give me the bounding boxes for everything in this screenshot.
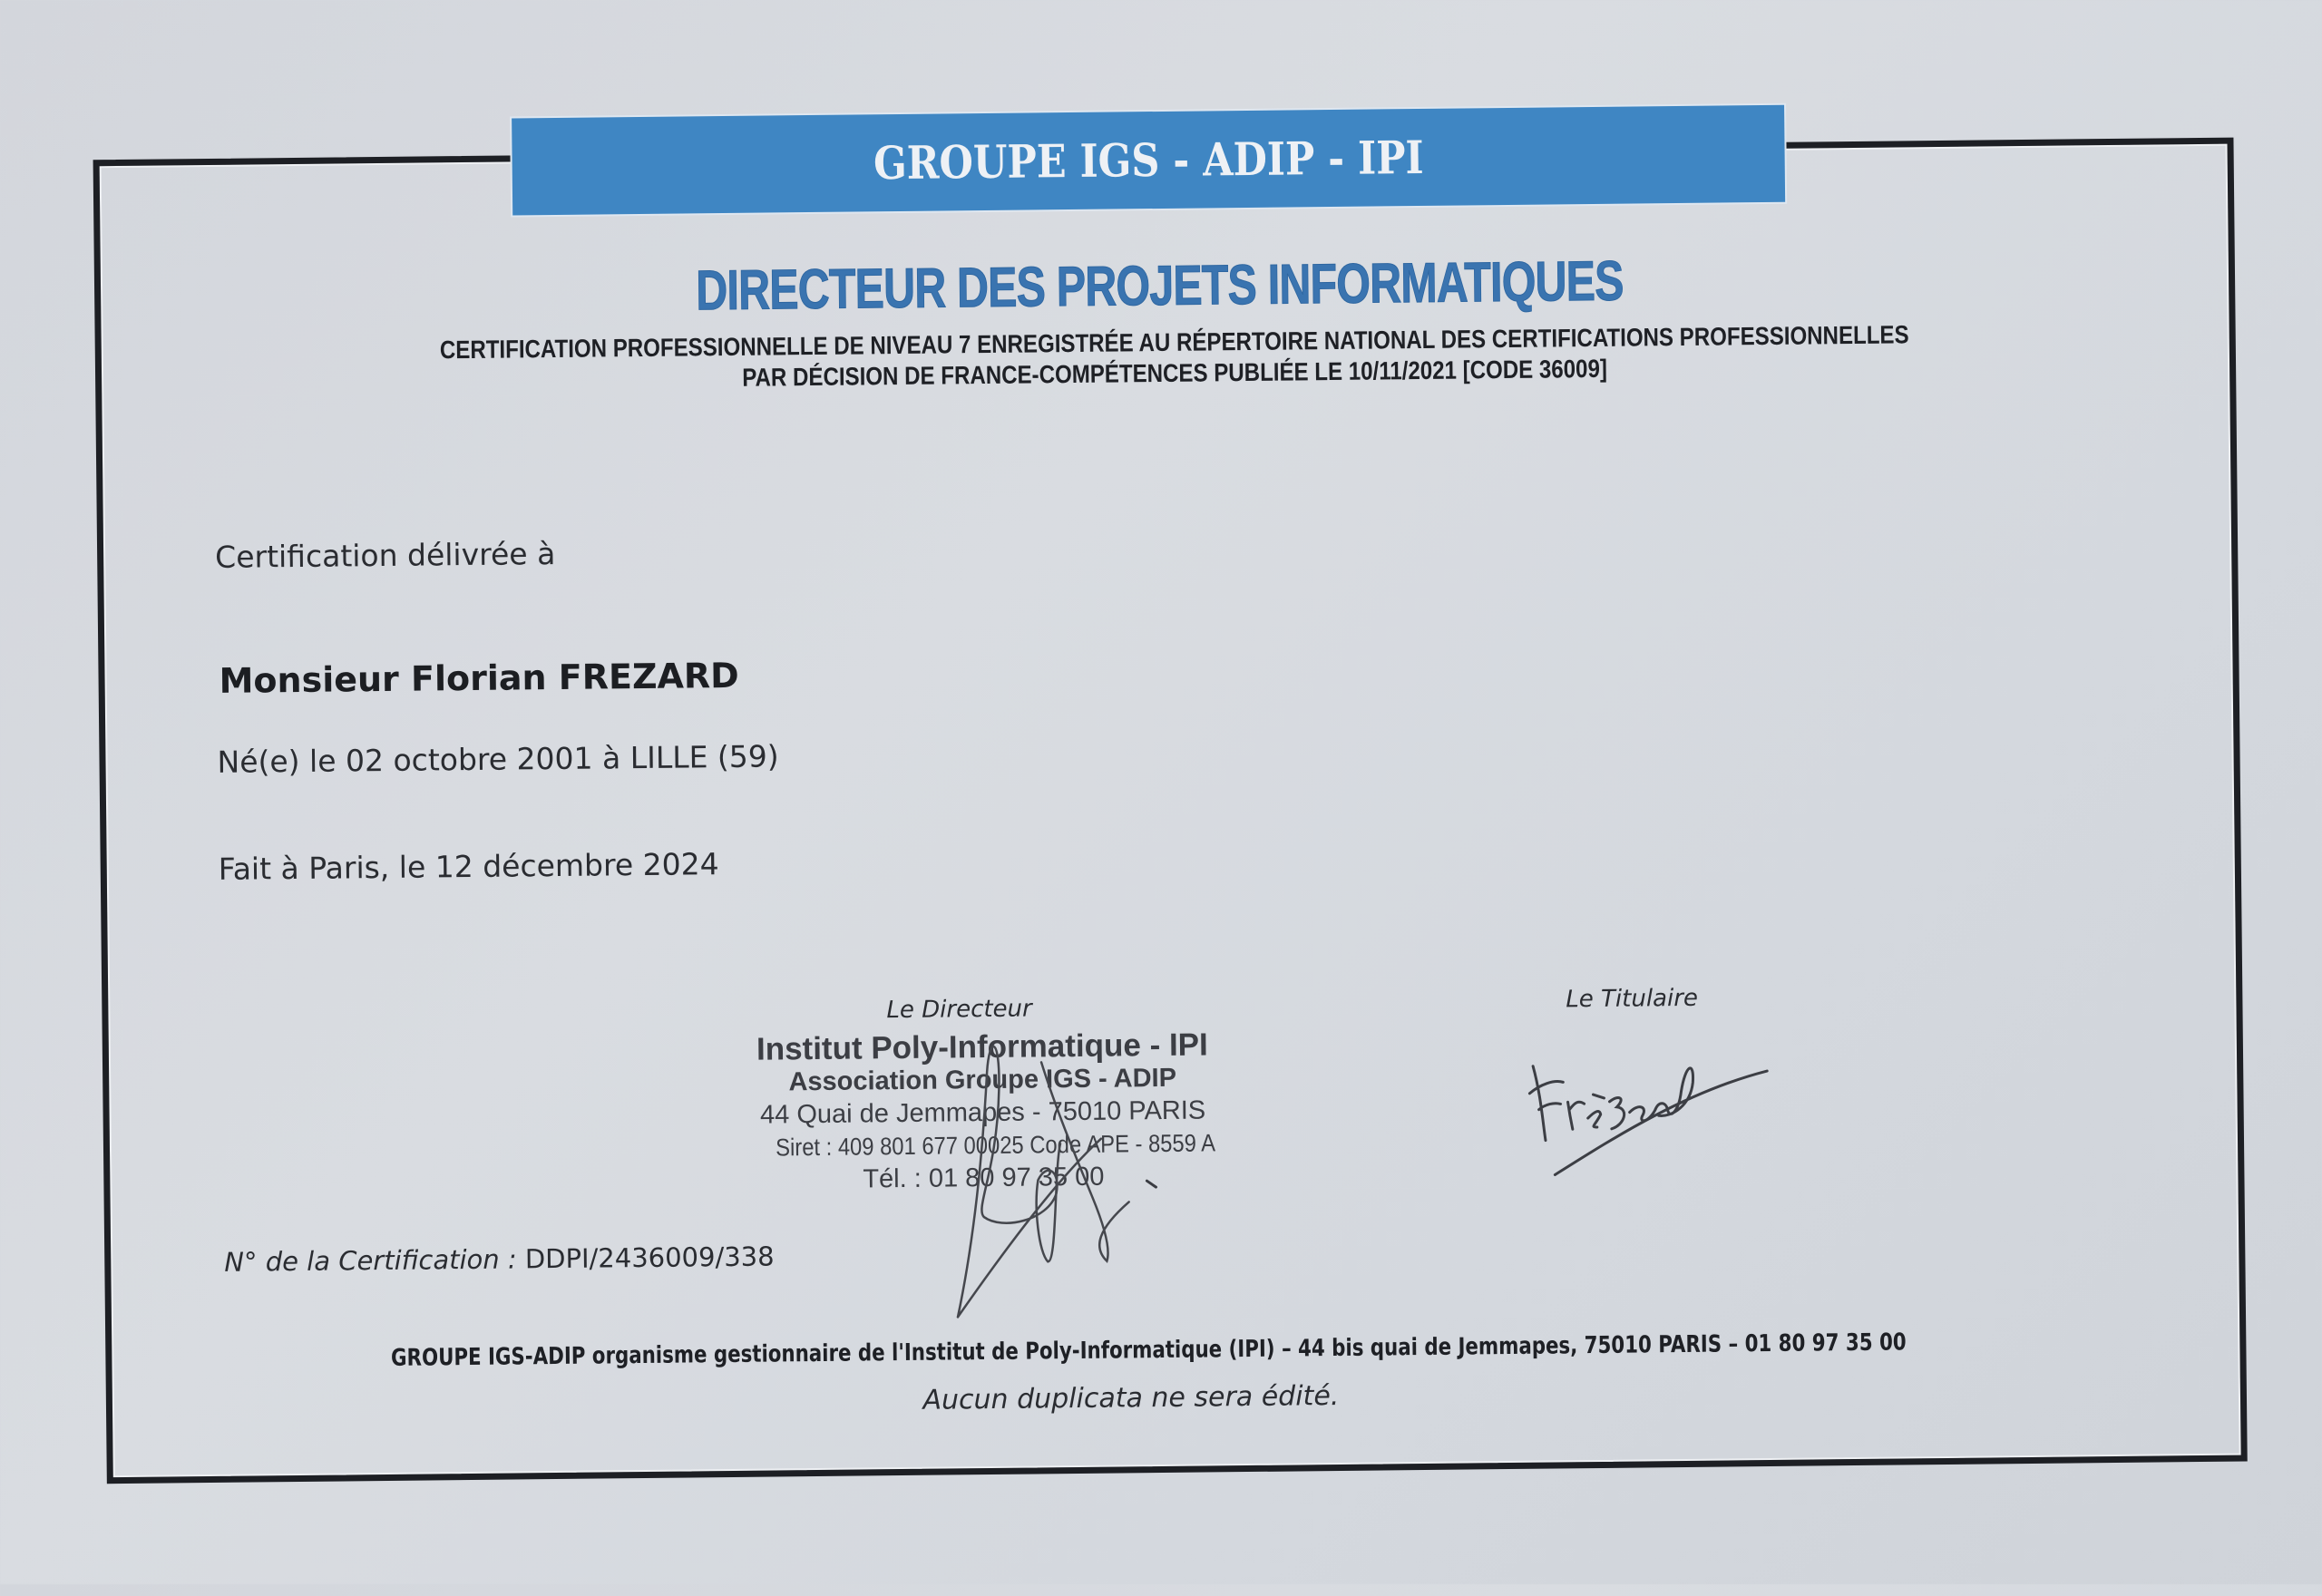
holder-signature-icon	[1522, 1036, 1778, 1184]
certificate-subtitle-line1: CERTIFICATION PROFESSIONNELLE DE NIVEAU 7 ENREGISTRÉE AU RÉPERTOIRE NATIONAL DES CERTIFICATIONS PROFESSIONNELLES	[439, 320, 1909, 365]
certification-number-row	[224, 1241, 775, 1277]
stamp-line-institution: Institut Poly-Informatique - IPI	[756, 1027, 1208, 1067]
stamp-line-siret: Siret : 409 801 677 00025 Code APE - 8559 A	[776, 1129, 1216, 1162]
delivered-to-label: Certification délivrée à	[214, 535, 556, 575]
certificate-title: DIRECTEUR DES PROJETS INFORMATIQUES	[695, 249, 1624, 323]
holder-name: Monsieur Florian FREZARD	[219, 655, 739, 701]
place-date: Fait à Paris, le 12 décembre 2024	[218, 846, 719, 887]
holder-label: Le Titulaire	[1566, 984, 1699, 1014]
header-banner	[512, 105, 1785, 216]
banner-title: GROUPE IGS - ADIP - IPI	[873, 130, 1424, 190]
stamp-line-address: 44 Quai de Jemmapes - 75010 PARIS	[759, 1095, 1206, 1130]
certificate-subtitle-line2: PAR DÉCISION DE FRANCE-COMPÉTENCES PUBLIÉE LE 10/11/2021 [CODE 36009]	[742, 354, 1608, 392]
certification-number-label: N° de la Certification :	[224, 1243, 517, 1278]
footer-organisation: GROUPE IGS-ADIP organisme gestionnaire de l'Institut de Poly-Informatique (IPI) – 44 bis quai de Jemmapes, 75010 PARIS – 01 80 97 35 00	[390, 1328, 1907, 1372]
birth-info: Né(e) le 02 octobre 2001 à LILLE (59)	[217, 738, 779, 780]
certification-number-value: DDPI/2436009/338	[524, 1241, 775, 1275]
stray-mark-icon	[1145, 1179, 1159, 1190]
stamp-line-phone: Tél. : 01 80 97 35 00	[863, 1162, 1105, 1194]
stamp-line-association: Association Groupe IGS - ADIP	[788, 1063, 1177, 1097]
footer-duplicate-notice: Aucun duplicata ne sera édité.	[922, 1379, 1340, 1416]
director-label: Le Directeur	[886, 995, 1032, 1025]
